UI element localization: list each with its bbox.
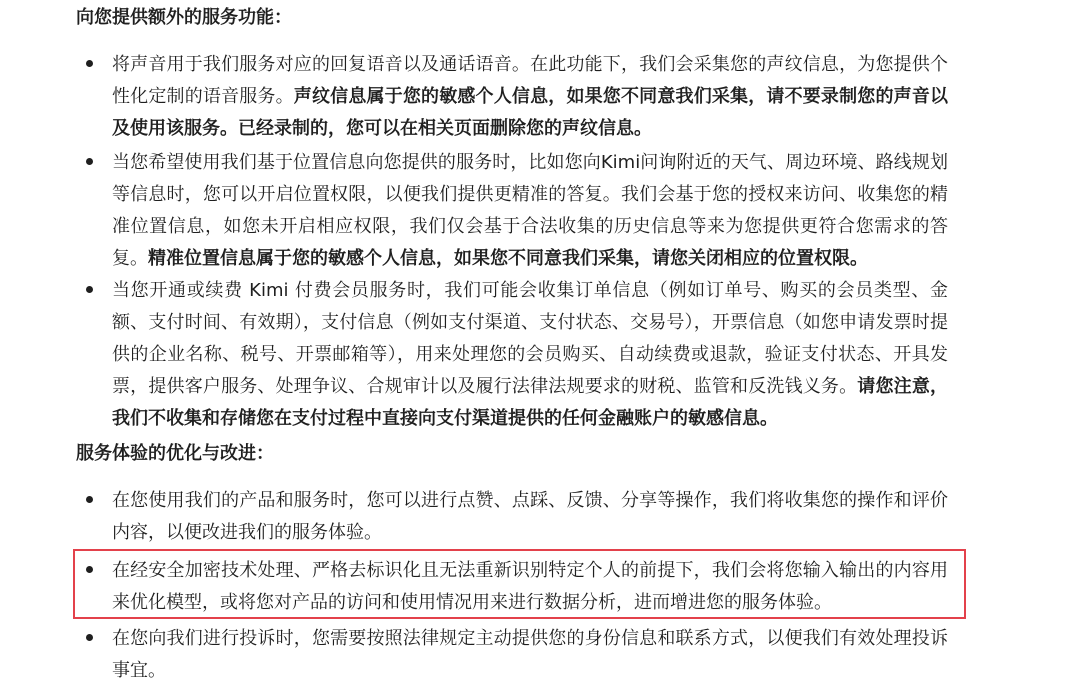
- list-item-complaint: [80, 623, 960, 687]
- list-item-bold-text: 声纹信息属于您的敏感个人信息，如果您不同意我们采集，请不要录制您的声音以及使用该服务。已经录制的，您可以在相关页面删除您的声纹信息。: [112, 86, 948, 139]
- list-item-text: 在您使用我们的产品和服务时，您可以进行点赞、点踩、反馈、分享等操作，我们将收集您的操作和评价内容，以便改进我们的服务体验。: [112, 490, 948, 543]
- list-item-text: 在您向我们进行投诉时，您需要按照法律规定主动提供您的身份信息和联系方式，以便我们有效处理投诉事宜。: [112, 628, 948, 681]
- bullet-icon: [86, 634, 93, 641]
- list-item-text: 当您开通或续费 Kimi 付费会员服务时，我们可能会收集订单信息（例如订单号、购买的会员类型、金额、支付时间、有效期），支付信息（例如支付渠道、支付状态、交易号），开票信息（如您申请发票时提供的企业名称、税号、开票邮箱等），用来处理您的会员购买、自动续费或退款，验证支付状态、开具发票，提供客户服务、处理争议、合规审计以及履行法律法规要求的财税、监管和反洗钱义务。请您注意，我们不收集和存储您在支付过程中直接向支付渠道提供的任何金融账户的敏感信息。: [112, 280, 949, 429]
- bullet-icon: [86, 496, 93, 503]
- list-item-voice: [80, 49, 960, 145]
- list-item-feedback: [80, 485, 960, 549]
- section-heading-extra-services: 向您提供额外的服务功能：: [76, 7, 292, 28]
- bullet-icon: [86, 158, 93, 165]
- highlight-box: [73, 549, 966, 619]
- bullet-icon: [86, 60, 93, 67]
- list-item-membership: [80, 275, 960, 435]
- list-item-location: [80, 147, 960, 275]
- list-item-text: 在经安全加密技术处理、严格去标识化且无法重新识别特定个人的前提下，我们会将您输入输出的内容用来优化模型，或将您对产品的访问和使用情况用来进行数据分析，进而增进您的服务体验。: [112, 560, 948, 613]
- list-item-bold-text: 精准位置信息属于您的敏感个人信息，如果您不同意我们采集，请您关闭相应的位置权限。: [148, 248, 868, 269]
- list-item-text: 将声音用于我们服务对应的回复语音以及通话语音。在此功能下，我们会采集您的声纹信息，为您提供个性化定制的语音服务。声纹信息属于您的敏感个人信息，如果您不同意我们采集，请不要录制您的声音以及使用该服务。已经录制的，您可以在相关页面删除您的声纹信息。: [112, 54, 948, 139]
- section-heading-experience: 服务体验的优化与改进：: [76, 443, 274, 464]
- list-item-text: 当您希望使用我们基于位置信息向您提供的服务时，比如您向Kimi问询附近的天气、周边环境、路线规划等信息时，您可以开启位置权限，以便我们提供更精准的答复。我们会基于您的授权来访问、收集您的精准位置信息，如您未开启相应权限，我们仅会基于合法收集的历史信息等来为您提供更符合您需求的答复。精准位置信息属于您的敏感个人信息，如果您不同意我们采集，请您关闭相应的位置权限。: [112, 152, 948, 269]
- list-item-bold-text: 请您注意，我们不收集和存储您在支付过程中直接向支付渠道提供的任何金融账户的敏感信息。: [112, 376, 949, 429]
- bullet-icon: [86, 286, 93, 293]
